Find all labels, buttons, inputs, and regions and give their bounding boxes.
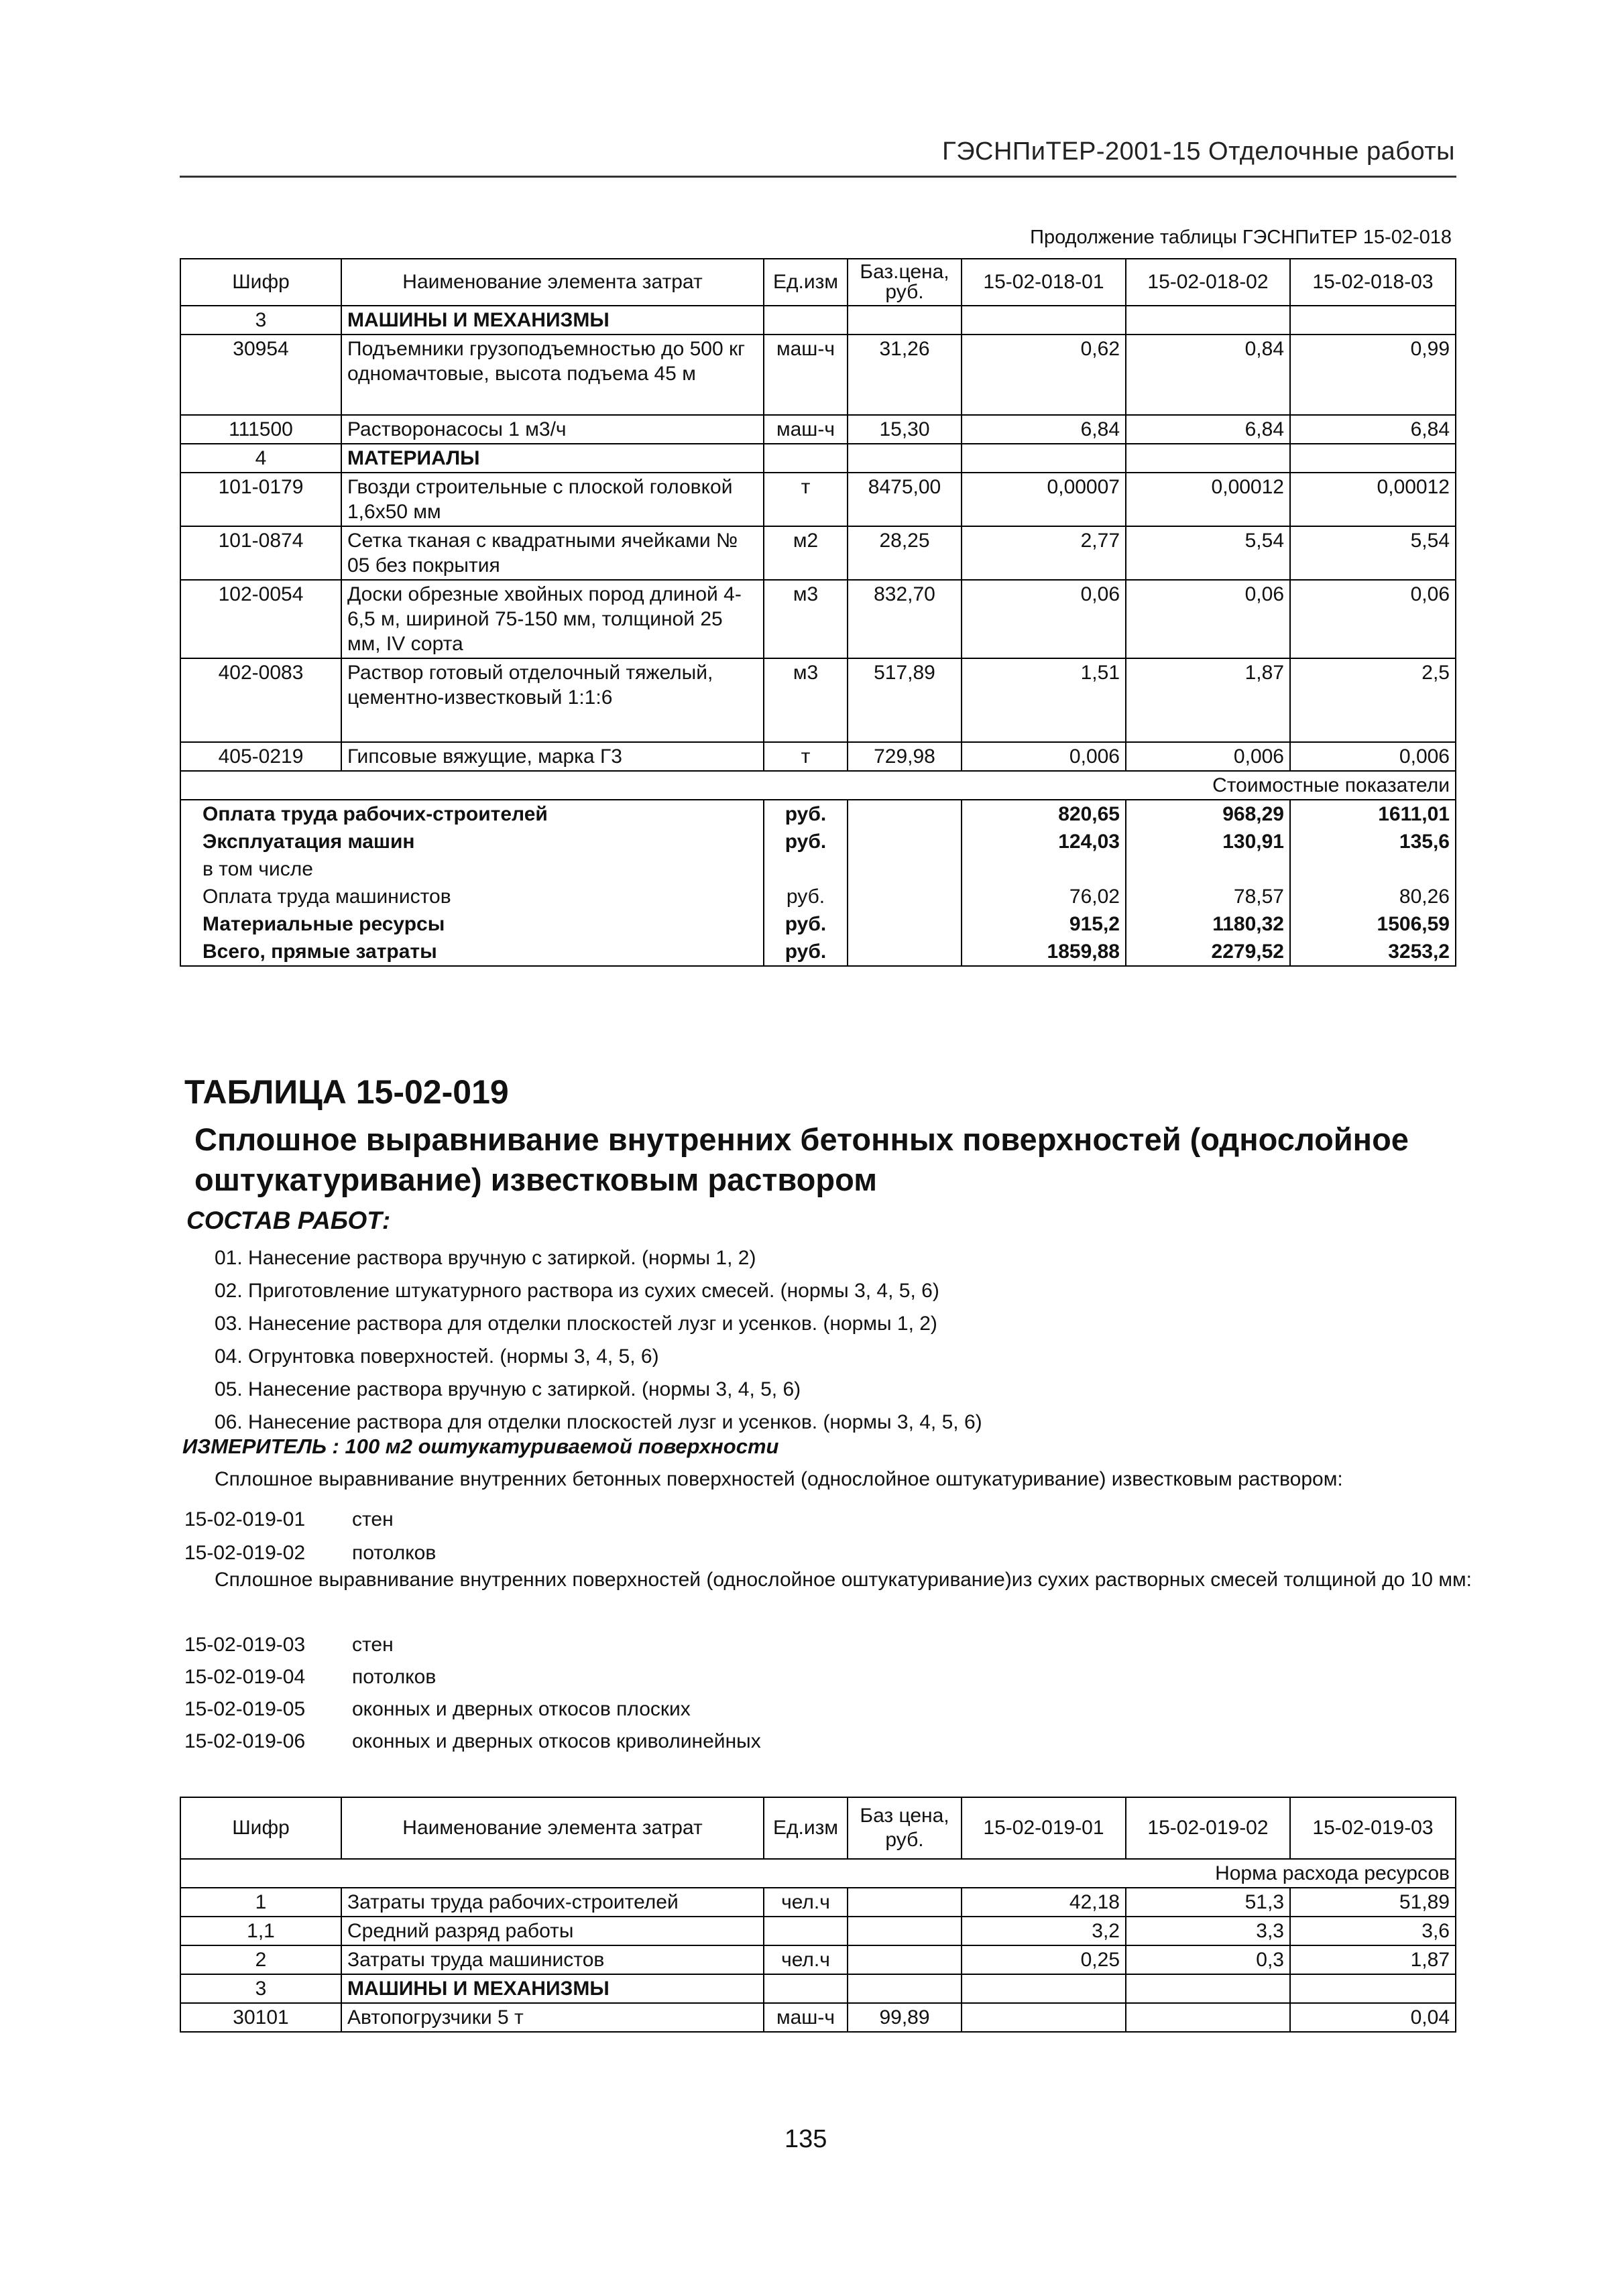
cell-name: Затраты труда машинистов (341, 1945, 764, 1974)
cell-price (848, 1945, 962, 1974)
cell-name: Затраты труда рабочих-строителей (341, 1888, 764, 1917)
column-header: Баз цена, руб. (848, 1797, 962, 1859)
cell-value (1126, 2003, 1290, 2032)
cell-unit (764, 1917, 848, 1945)
work-item: 05. Нанесение раствора вручную с затиркой. (нормы 3, 4, 5, 6) (215, 1378, 801, 1400)
cell-value: 0,006 (1126, 742, 1290, 771)
cell-price: 28,25 (848, 526, 962, 580)
cell-value: 6,84 (962, 415, 1126, 444)
section-title: ТАБЛИЦА 15-02-019 (184, 1073, 509, 1111)
cell-code: 402-0083 (180, 658, 341, 742)
header-rule (180, 176, 1456, 178)
cell-name: МАТЕРИАЛЫ (341, 444, 764, 473)
cost-value: 76,02 (962, 883, 1126, 910)
cell-code: 2 (180, 1945, 341, 1974)
cell-unit: т (764, 473, 848, 526)
cost-value: 820,65 (962, 800, 1126, 828)
cell-name: МАШИНЫ И МЕХАНИЗМЫ (341, 1974, 764, 2003)
norms-codes-1 (184, 1503, 436, 1570)
cell-name: Раствор готовый отделочный тяжелый, цементно-известковый 1:1:6 (341, 658, 764, 742)
cell-code: 1,1 (180, 1917, 341, 1945)
cell-value (962, 2003, 1126, 2032)
running-header: ГЭСНПиТЕР-2001-15 Отделочные работы (942, 137, 1455, 166)
cell-value: 42,18 (962, 1888, 1126, 1917)
table-row (180, 415, 1456, 444)
cell-unit: м3 (764, 580, 848, 658)
norm-desc: стен (352, 1634, 394, 1656)
cell-value: 51,3 (1126, 1888, 1290, 1917)
cell-price: 832,70 (848, 580, 962, 658)
cost-section-header (180, 771, 1456, 800)
cost-value: 3253,2 (1290, 938, 1456, 966)
cost-value: 1506,59 (1290, 910, 1456, 938)
cell-value: 2,77 (962, 526, 1126, 580)
column-header: Шифр (180, 1797, 341, 1859)
cell-price: 517,89 (848, 658, 962, 742)
cost-value: 80,26 (1290, 883, 1456, 910)
cell-value: 0,00012 (1290, 473, 1456, 526)
cell-value: 0,00012 (1126, 473, 1290, 526)
column-header: 15-02-018-03 (1290, 259, 1456, 306)
cell-value: 0,62 (962, 335, 1126, 415)
norm-desc: оконных и дверных откосов криволинейных (352, 1730, 761, 1752)
cost-value: 78,57 (1126, 883, 1290, 910)
cell-value: 5,54 (1290, 526, 1456, 580)
cell-name: Сетка тканая с квадратными ячейками № 05 без покрытия (341, 526, 764, 580)
cost-value: 2279,52 (1126, 938, 1290, 966)
work-item: 01. Нанесение раствора вручную с затиркой. (нормы 1, 2) (215, 1247, 756, 1269)
cost-row (180, 938, 1456, 966)
column-header: 15-02-018-01 (962, 259, 1126, 306)
norm-desc: потолков (352, 1666, 437, 1688)
cost-value: 1859,88 (962, 938, 1126, 966)
cell-code: 101-0874 (180, 526, 341, 580)
cell-value: 0,006 (962, 742, 1126, 771)
cost-unit: руб. (764, 828, 848, 855)
cost-value: 968,29 (1126, 800, 1290, 828)
cell-value: 0,06 (1290, 580, 1456, 658)
cell-code: 405-0219 (180, 742, 341, 771)
cell-name: Гвозди строительные с плоской головкой 1,6х50 мм (341, 473, 764, 526)
cell-unit: м3 (764, 658, 848, 742)
table-row (180, 658, 1456, 742)
cell-value: 0,25 (962, 1945, 1126, 1974)
cell-unit: чел.ч (764, 1888, 848, 1917)
column-header: 15-02-019-02 (1126, 1797, 1290, 1859)
cell-price: 31,26 (848, 335, 962, 415)
cost-row (180, 855, 1456, 883)
table-row (180, 526, 1456, 580)
norm-code: 15-02-019-04 (184, 1666, 306, 1688)
cell-name: Доски обрезные хвойных пород длиной 4-6,5 м, шириной 75-150 мм, толщиной 25 мм, IV сорта (341, 580, 764, 658)
table-row (180, 1917, 1456, 1945)
cell-name: Средний разряд работы (341, 1917, 764, 1945)
table-continuation-caption: Продолжение таблицы ГЭСНПиТЕР 15-02-018 (1030, 227, 1452, 248)
cell-value: 0,006 (1290, 742, 1456, 771)
section-subtitle: Сплошное выравнивание внутренних бетонных поверхностей (однослойное оштукатуривание) известковым раствором (194, 1122, 1409, 1197)
cell-code: 3 (180, 306, 341, 335)
cell-value: 0,3 (1126, 1945, 1290, 1974)
cost-row (180, 800, 1456, 828)
cell-value: 3,6 (1290, 1917, 1456, 1945)
norm-code: 15-02-019-06 (184, 1730, 306, 1752)
table-header-row (180, 259, 1456, 306)
cell-price: 8475,00 (848, 473, 962, 526)
table-row (180, 742, 1456, 771)
column-header: Ед.изм (764, 259, 848, 306)
cell-price: 99,89 (848, 2003, 962, 2032)
resource-table-15-02-018 (180, 258, 1456, 967)
cost-label: Эксплуатация машин (180, 828, 764, 855)
cell-value: 3,3 (1126, 1917, 1290, 1945)
cell-value: 0,84 (1126, 335, 1290, 415)
norm-code: 15-02-019-03 (184, 1634, 306, 1656)
cell-value: 5,54 (1126, 526, 1290, 580)
norm-code-row (184, 1503, 436, 1536)
cost-value: 1180,32 (1126, 910, 1290, 938)
cost-label: Материальные ресурсы (180, 910, 764, 938)
table-row (180, 1888, 1456, 1917)
cell-unit: т (764, 742, 848, 771)
cell-unit: чел.ч (764, 1945, 848, 1974)
norm-desc: стен (352, 1508, 394, 1530)
page-number: 135 (785, 2125, 827, 2153)
cost-label: в том числе (180, 855, 764, 883)
cost-label: Оплата труда рабочих-строителей (180, 800, 764, 828)
norm-code: 15-02-019-01 (184, 1508, 306, 1530)
cell-code: 30954 (180, 335, 341, 415)
cell-value: 0,00007 (962, 473, 1126, 526)
measure-unit: ИЗМЕРИТЕЛЬ : 100 м2 оштукатуриваемой поверхности (182, 1435, 779, 1458)
cell-code: 30101 (180, 2003, 341, 2032)
cell-name: Автопогрузчики 5 т (341, 2003, 764, 2032)
cost-unit: руб. (764, 910, 848, 938)
cell-value: 6,84 (1126, 415, 1290, 444)
column-header: 15-02-019-01 (962, 1797, 1126, 1859)
norm-header-label: Норма расхода ресурсов (180, 1859, 1456, 1888)
work-item: 04. Огрунтовка поверхностей. (нормы 3, 4, 5, 6) (215, 1345, 659, 1368)
cell-unit: м2 (764, 526, 848, 580)
norm-code-row (184, 1661, 761, 1693)
work-item: 02. Приготовление штукатурного раствора из сухих смесей. (нормы 3, 4, 5, 6) (215, 1280, 939, 1302)
resource-table-15-02-019 (180, 1797, 1456, 2033)
cell-price: 15,30 (848, 415, 962, 444)
cost-label: Всего, прямые затраты (180, 938, 764, 966)
cell-unit: маш-ч (764, 335, 848, 415)
cell-code: 1 (180, 1888, 341, 1917)
column-header: 15-02-018-02 (1126, 259, 1290, 306)
cell-value: 0,04 (1290, 2003, 1456, 2032)
cell-value: 3,2 (962, 1917, 1126, 1945)
table-row (180, 2003, 1456, 2032)
cost-row (180, 910, 1456, 938)
cost-value: 130,91 (1126, 828, 1290, 855)
cell-value: 0,99 (1290, 335, 1456, 415)
norm-desc: потолков (352, 1542, 437, 1564)
cost-value: 124,03 (962, 828, 1126, 855)
cost-unit: руб. (764, 938, 848, 966)
cell-value: 0,06 (1126, 580, 1290, 658)
table-row (180, 306, 1456, 335)
table-row (180, 473, 1456, 526)
cell-name: МАШИНЫ И МЕХАНИЗМЫ (341, 306, 764, 335)
cell-value: 2,5 (1290, 658, 1456, 742)
column-header: Наименование элемента затрат (341, 1797, 764, 1859)
table-header-row (180, 1797, 1456, 1859)
cell-unit: маш-ч (764, 415, 848, 444)
cell-value: 1,51 (962, 658, 1126, 742)
norms-intro-1: Сплошное выравнивание внутренних бетонных поверхностей (однослойное оштукатуривание) известковым раствором: (215, 1468, 1343, 1490)
cell-value: 51,89 (1290, 1888, 1456, 1917)
table-row (180, 444, 1456, 473)
norm-desc: оконных и дверных откосов плоских (352, 1698, 691, 1720)
cell-price (848, 1917, 962, 1945)
cost-value: 135,6 (1290, 828, 1456, 855)
cost-row (180, 828, 1456, 855)
column-header: Баз.цена, руб. (848, 259, 962, 306)
cost-unit: руб. (764, 800, 848, 828)
cell-code: 101-0179 (180, 473, 341, 526)
cost-value: 915,2 (962, 910, 1126, 938)
norm-section-header (180, 1859, 1456, 1888)
table-row (180, 1945, 1456, 1974)
table-row (180, 335, 1456, 415)
column-header: Наименование элемента затрат (341, 259, 764, 306)
cell-code: 111500 (180, 415, 341, 444)
cell-price (848, 1888, 962, 1917)
cost-value: 1611,01 (1290, 800, 1456, 828)
work-item: 03. Нанесение раствора для отделки плоскостей лузг и усенков. (нормы 1, 2) (215, 1313, 937, 1335)
cell-value: 1,87 (1290, 1945, 1456, 1974)
cell-value: 1,87 (1126, 658, 1290, 742)
column-header: 15-02-019-03 (1290, 1797, 1456, 1859)
norm-code: 15-02-019-02 (184, 1542, 306, 1564)
cost-unit: руб. (764, 883, 848, 910)
cost-label: Оплата труда машинистов (180, 883, 764, 910)
cell-unit: маш-ч (764, 2003, 848, 2032)
cell-value: 0,06 (962, 580, 1126, 658)
cell-name: Растворонасосы 1 м3/ч (341, 415, 764, 444)
cell-code: 3 (180, 1974, 341, 2003)
works-heading: СОСТАВ РАБОТ: (186, 1207, 391, 1234)
norm-code: 15-02-019-05 (184, 1698, 306, 1720)
norm-code-row (184, 1726, 761, 1758)
works-list (215, 1242, 982, 1439)
cost-header-label: Стоимостные показатели (180, 771, 1456, 800)
cell-name: Гипсовые вяжущие, марка Г3 (341, 742, 764, 771)
cell-name: Подъемники грузоподъемностью до 500 кг одномачтовые, высота подъема 45 м (341, 335, 764, 415)
cell-value: 6,84 (1290, 415, 1456, 444)
cell-code: 4 (180, 444, 341, 473)
norms-codes-2 (184, 1629, 761, 1758)
cell-code: 102-0054 (180, 580, 341, 658)
cost-row (180, 883, 1456, 910)
norm-code-row (184, 1693, 761, 1726)
table-row (180, 1974, 1456, 2003)
norms-intro-2: Сплошное выравнивание внутренних поверхностей (однослойное оштукатуривание)из сухих растворных смесей толщиной до 10 мм: (215, 1569, 1472, 1591)
work-item: 06. Нанесение раствора для отделки плоскостей лузг и усенков. (нормы 3, 4, 5, 6) (215, 1411, 982, 1433)
column-header: Ед.изм (764, 1797, 848, 1859)
table-row (180, 580, 1456, 658)
cell-price: 729,98 (848, 742, 962, 771)
column-header: Шифр (180, 259, 341, 306)
norm-code-row (184, 1629, 761, 1661)
